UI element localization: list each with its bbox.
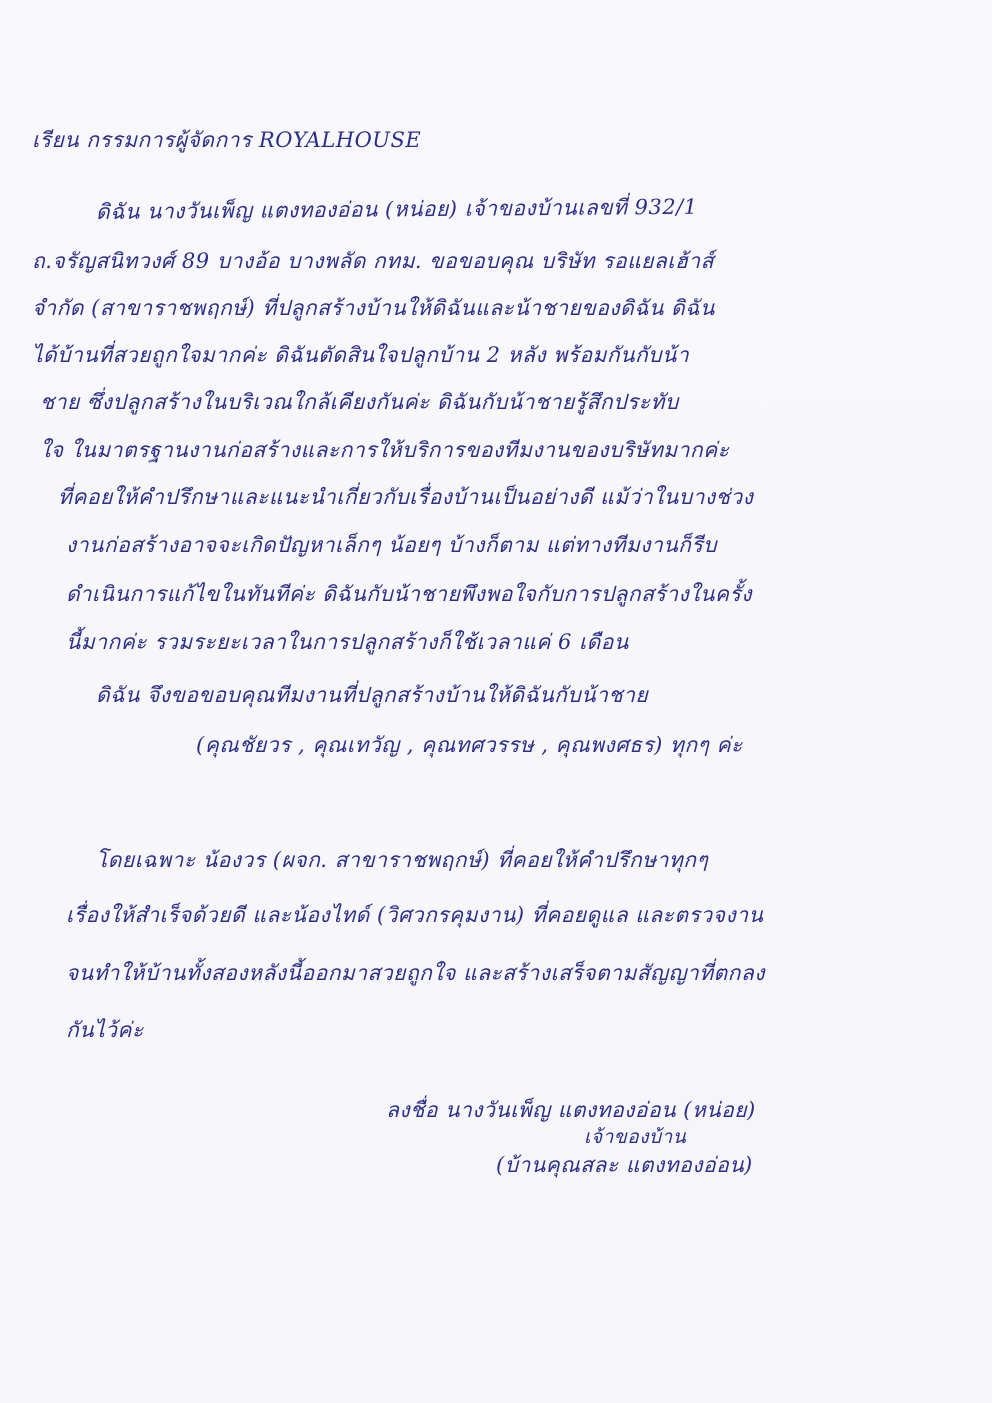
body-line-2: ถ.จรัญสนิทวงศ์ 89 บางอ้อ บางพลัด กทม. ขอขอบคุณ บริษัท รอแยลเฮ้าส์ — [32, 249, 714, 273]
body-line-7: ที่คอยให้คำปรึกษาและแนะนำเกี่ยวกับเรื่องบ้านเป็นอย่างดี แม้ว่าในบางช่วง — [58, 485, 754, 509]
body-line-8: งานก่อสร้างอาจจะเกิดปัญหาเล็กๆ น้อยๆ บ้างก็ตาม แต่ทางทีมงานก็รีบ — [66, 533, 718, 557]
body-line-9: ดำเนินการแก้ไขในทันทีค่ะ ดิฉันกับน้าชายพึงพอใจกับการปลูกสร้างในครั้ง — [66, 582, 752, 606]
body-line-16: กันไว้ค่ะ — [66, 1018, 144, 1042]
body-line-5: ชาย ซึ่งปลูกสร้างในบริเวณใกล้เคียงกันค่ะ ดิฉันกับน้าชายรู้สึกประทับ — [40, 390, 679, 414]
body-line-12: (คุณชัยวร , คุณเทวัญ , คุณทศวรรษ , คุณพงศธร) ทุกๆ ค่ะ — [196, 733, 743, 757]
body-line-4: ได้บ้านที่สวยถูกใจมากค่ะ ดิฉันตัดสินใจปลูกบ้าน 2 หลัง พร้อมกันกับน้า — [32, 343, 690, 367]
body-line-6: ใจ ในมาตรฐานงานก่อสร้างและการให้บริการของทีมงานของบริษัทมากค่ะ — [40, 438, 730, 462]
body-line-13: โดยเฉพาะ น้องวร (ผจก. สาขาราชพฤกษ์) ที่คอยให้คำปรึกษาทุกๆ — [96, 848, 709, 872]
body-line-3: จำกัด (สาขาราชพฤกษ์) ที่ปลูกสร้างบ้านให้ดิฉันและน้าชายของดิฉัน ดิฉัน — [32, 296, 715, 320]
body-line-10: นี้มากค่ะ รวมระยะเวลาในการปลูกสร้างก็ใช้เวลาแค่ 6 เดือน — [66, 630, 629, 654]
body-line-15: จนทำให้บ้านทั้งสองหลังนี้ออกมาสวยถูกใจ และสร้างเสร็จตามสัญญาที่ตกลง — [66, 961, 766, 985]
body-line-1: ดิฉัน นางวันเพ็ญ แตงทองอ่อน (หน่อย) เจ้าของบ้านเลขที่ 932/1 — [95, 194, 698, 224]
salutation: เรียน กรรมการผู้จัดการ ROYALHOUSE — [32, 128, 422, 152]
signature-line-3: (บ้านคุณสละ แตงทองอ่อน) — [496, 1153, 753, 1177]
signature-line-1: ลงชื่อ นางวันเพ็ญ แตงทองอ่อน (หน่อย) — [386, 1098, 756, 1122]
body-line-11: ดิฉัน จึงขอขอบคุณทีมงานที่ปลูกสร้างบ้านให้ดิฉันกับน้าชาย — [96, 683, 649, 707]
signature-line-2: เจ้าของบ้าน — [584, 1126, 687, 1148]
body-line-14: เรื่องให้สำเร็จด้วยดี และน้องไทด์ (วิศวกรคุมงาน) ที่คอยดูแล และตรวจงาน — [66, 903, 764, 927]
